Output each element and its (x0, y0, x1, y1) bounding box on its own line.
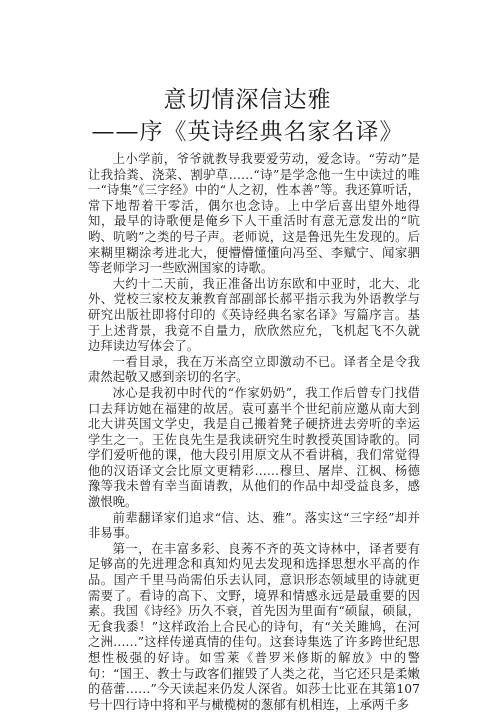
paragraph: 冰心是我初中时代的“作家奶奶”，我工作后曾专门找借口去拜访她在福建的故居。袁可嘉半个世纪前应邀从南大到北大讲英国文学史，我是自己搬着凳子硬挤进去旁听的幸运学生之一。王佐良先生是我读研究生时教授英国诗歌的。同学们爱听他的课，他大段引用原文从不看讲稿，我们常觉得他的汉语译文会比原文更精彩……穆旦、屠岸、江枫、杨德豫等我未曾有幸当面请教，从他们的作品中却受益良多，感激恨晚。 (88, 385, 420, 510)
preface-body (88, 152, 420, 713)
paragraph: 上小学前，爷爷就教导我要爱劳动，爱念诗。“劳动”是让我拾粪、浇菜、割驴草……“诗”是学念他一生中读过的唯一“诗集”《三字经》中的“人之初，性本善”等。我还算听话，常下地帮着干零活，偶尔也念诗。上中学后喜出望外地得知，最早的诗歌便是俺乡下人干重活时有意无意发出的“吭哟、吭哟”之类的号子声。老师说，这是鲁迅先生发现的。后来糊里糊涂考进北大，便懵懵懂懂向冯至、李赋宁、闻家驷等老师学习一些欧洲国家的诗歌。 (88, 152, 420, 276)
paragraph: 一看目录，我在万米高空立即激动不已。译者全是令我肃然起敬又感到亲切的名字。 (88, 354, 420, 385)
paragraph: 前辈翻译家们追求“信、达、雅”。落实这“三字经”却并非易事。 (88, 510, 420, 541)
paragraph: 大约十二天前，我正准备出访东欧和中亚时，北大、北外、党校三家校友兼教育部副部长郝平指示我为外语教学与研究出版社即将付印的《英诗经典名家名译》写篇序言。基于上述背景，我竟不自量力，欣欣然应允，飞机起飞不久就边拜读边写体会了。 (88, 276, 420, 354)
paragraph: 第一，在丰富多彩、良莠不齐的英文诗林中，译者要有足够高的先进理念和真知灼见去发现和选择思想水平高的作品。国产千里马尚需伯乐去认同，意识形态领域里的诗就更需要了。看诗的高下、文野，境界和情感永远是最重要的因素。我国《诗经》历久不衰，首先因为里面有“硕鼠，硕鼠，无食我黍！”这样政治上合民心的诗句，有“关关雎鸠，在河之洲……”这样传递真情的佳句。这套诗集选了许多跨世纪思想性极强的好诗。如雪莱《普罗米修斯的解放》中的警句：“国王、教士与政客们摧毁了人类之花，当它还只是柔嫩的蓓蕾……”今天读起来仍发人深省。如莎士比亚在其第107号十四行诗中将和平与橄榄树的葱郁有机相连，上承两千多 (88, 541, 420, 712)
document-title: 意切情深信达雅 (163, 87, 332, 113)
document-subtitle: ——序《英诗经典名家名译》 (91, 119, 404, 145)
